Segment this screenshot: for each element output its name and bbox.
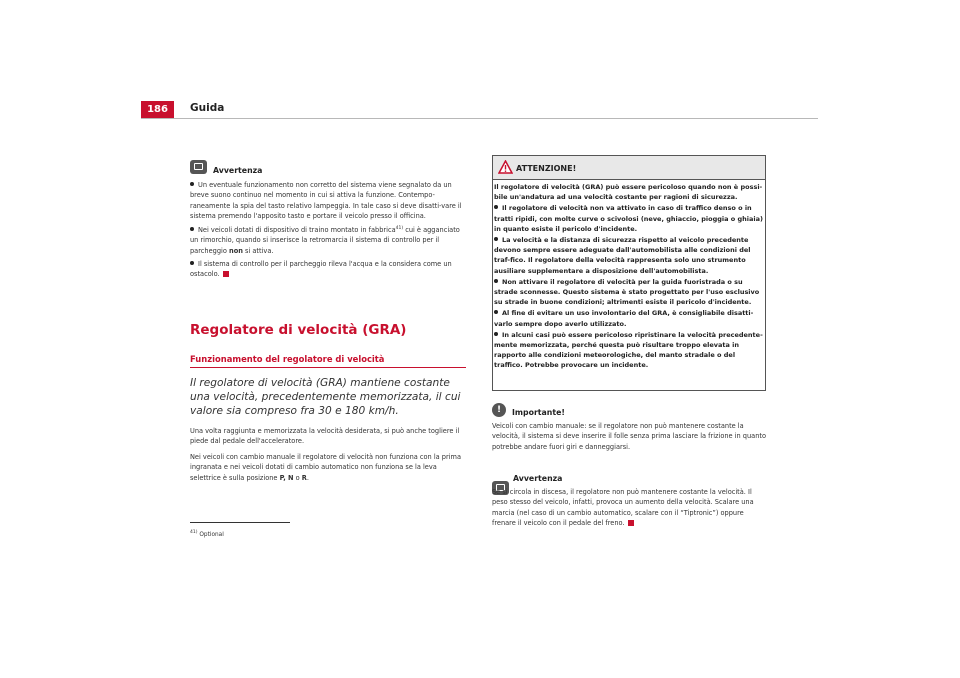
section-title: Regolatore di velocità (GRA): [190, 322, 407, 338]
end-marker: [223, 271, 229, 277]
footnote-number: 41): [190, 530, 198, 535]
bullet-item: [190, 224, 466, 256]
gear-positions: P, N: [279, 473, 294, 482]
warning-body: [494, 182, 764, 371]
avvertenza-body: [190, 180, 466, 280]
paragraph-2: [190, 452, 466, 483]
footnote: [190, 530, 224, 538]
bullet-dot: [190, 182, 194, 186]
lead-paragraph: Il regolatore di velocità (GRA) mantiene costante una velocità, precedentemente memorizzata, il cui valore sia compreso fra 30 e 180 km/h.: [190, 377, 461, 417]
bullet-text: Un eventuale funzionamento non corretto del sistema viene segnalato da un breve suono continuo nel momento in cui si attiva la funzione. Contempo-raneamente la spia del tasto relativo lampeggia. In tale caso si deve disatti-vare il sistema premendo l'apposito tasto e portare il veicolo presso il officina.: [190, 181, 462, 220]
exclamation-icon: !: [492, 403, 506, 417]
warning-title: ATTENZIONE!: [516, 164, 577, 173]
warning-item: [494, 277, 764, 308]
subsection-title: Funzionamento del regolatore di velocità: [190, 354, 385, 364]
bullet-dot: [190, 261, 194, 265]
bullet-item: [190, 180, 466, 221]
page-title: Guida: [190, 102, 225, 114]
bullet-dot: [494, 332, 498, 336]
bullet-emphasis: non: [229, 246, 243, 255]
warning-item-text: Non attivare il regolatore di velocità per la guida fuoristrada o su strade sconnesse. Questo sistema è stato progettato per l'uso esclusivo su strade in buone condizioni; altrimenti esiste il pericolo d'incidente.: [494, 277, 760, 307]
warning-triangle-icon: [498, 160, 513, 174]
importante-title: Importante!: [512, 408, 565, 417]
gear-position: R: [301, 473, 307, 482]
warning-item: [494, 235, 764, 276]
avvertenza2-title: Avvertenza: [513, 474, 563, 483]
bullet-text: cui è agganciato un rimorchio, quando si inserisce la retromarcia il sistema di controllo per il parcheggio: [190, 226, 460, 255]
warning-item: [494, 330, 764, 371]
avvertenza2-text: Se si circola in discesa, il regolatore non può mantenere costante la velocità. Il peso stesso del veicolo, infatti, provoca un aumento della velocità. Scalare una marcia (nel caso di un cambio automatico, scalare con il “Tiptronic”) oppure frenare il veicolo con il pedale del freno.: [492, 488, 754, 527]
bullet-dot: [190, 227, 194, 231]
end-marker: [628, 520, 634, 526]
bullet-text: Nei veicoli dotati di dispositivo di traino montato in fabbrica: [198, 226, 396, 235]
avvertenza-title: Avvertenza: [213, 166, 263, 175]
paragraph-1: Una volta raggiunta e memorizzata la velocità desiderata, si può anche togliere il piede dal pedale dell'acceleratore.: [190, 427, 460, 446]
paragraph-text: Nei veicoli con cambio manuale il regolatore di velocità non funziona con la prima ingranata e nei veicoli dotati di cambio automatico non funziona se la leva selettrice è sulla posizione: [190, 453, 461, 482]
bullet-dot: [494, 310, 498, 314]
bullet-text: Il sistema di controllo per il parcheggio rileva l'acqua e la considera come un ostacolo.: [190, 260, 452, 279]
note-icon: [190, 160, 207, 174]
warning-item: [494, 308, 764, 328]
page-number: 186: [141, 101, 174, 118]
header-rule: [141, 118, 818, 119]
paragraph-text: o: [293, 473, 302, 482]
paragraph-text: .: [306, 473, 309, 482]
footnote-text: Optional: [199, 532, 224, 538]
warning-item-text: La velocità e la distanza di sicurezza rispetto al veicolo precedente devono sempre essere adeguate dall'automobilista alle condizioni del traf-fico. Il regolatore della velocità rappresenta solo uno strumento ausiliare supplementare a disposizione dell'automobilista.: [494, 236, 751, 275]
importante-body: Veicoli con cambio manuale: se il regolatore non può mantenere costante la velocità, il sistema si deve inserire il folle senza prima lasciare la frizione in quanto potrebbe andare fuori giri e danneggiarsi.: [492, 422, 767, 451]
warning-item-text: Al fine di evitare un uso involontario del GRA, è consigliabile disatti-varlo sempre dopo averlo utilizzato.: [494, 309, 754, 328]
warning-item: [494, 203, 764, 234]
bullet-dot: [494, 237, 498, 241]
bullet-item: [190, 259, 466, 280]
footnote-ref[interactable]: 41): [395, 226, 404, 232]
bullet-dot: [494, 279, 498, 283]
warning-item-text: In alcuni casi può essere pericoloso ripristinare la velocità precedente-mente memorizzata, perché questa può risultare troppo elevata in rapporto alle condizioni meteorologiche, del manto stradale o del traffico. Potrebbe provocare un incidente.: [494, 330, 763, 370]
warning-intro: Il regolatore di velocità (GRA) può essere pericoloso quando non è possi-bile un'andatura ad una velocità costante per ragioni di sicurezza.: [494, 183, 763, 202]
avvertenza2-body: [492, 487, 768, 528]
bullet-text: si attiva.: [242, 246, 274, 255]
bullet-dot: [494, 205, 498, 209]
warning-item-text: Il regolatore di velocità non va attivato in caso di traffico denso o in tratti ripidi, con molte curve o scivolosi (neve, ghiaccio, pioggia o ghiaia) in quanto esiste il pericolo d'incidente.: [494, 204, 763, 233]
footnote-rule: [190, 522, 290, 523]
subsection-rule: [190, 367, 466, 368]
